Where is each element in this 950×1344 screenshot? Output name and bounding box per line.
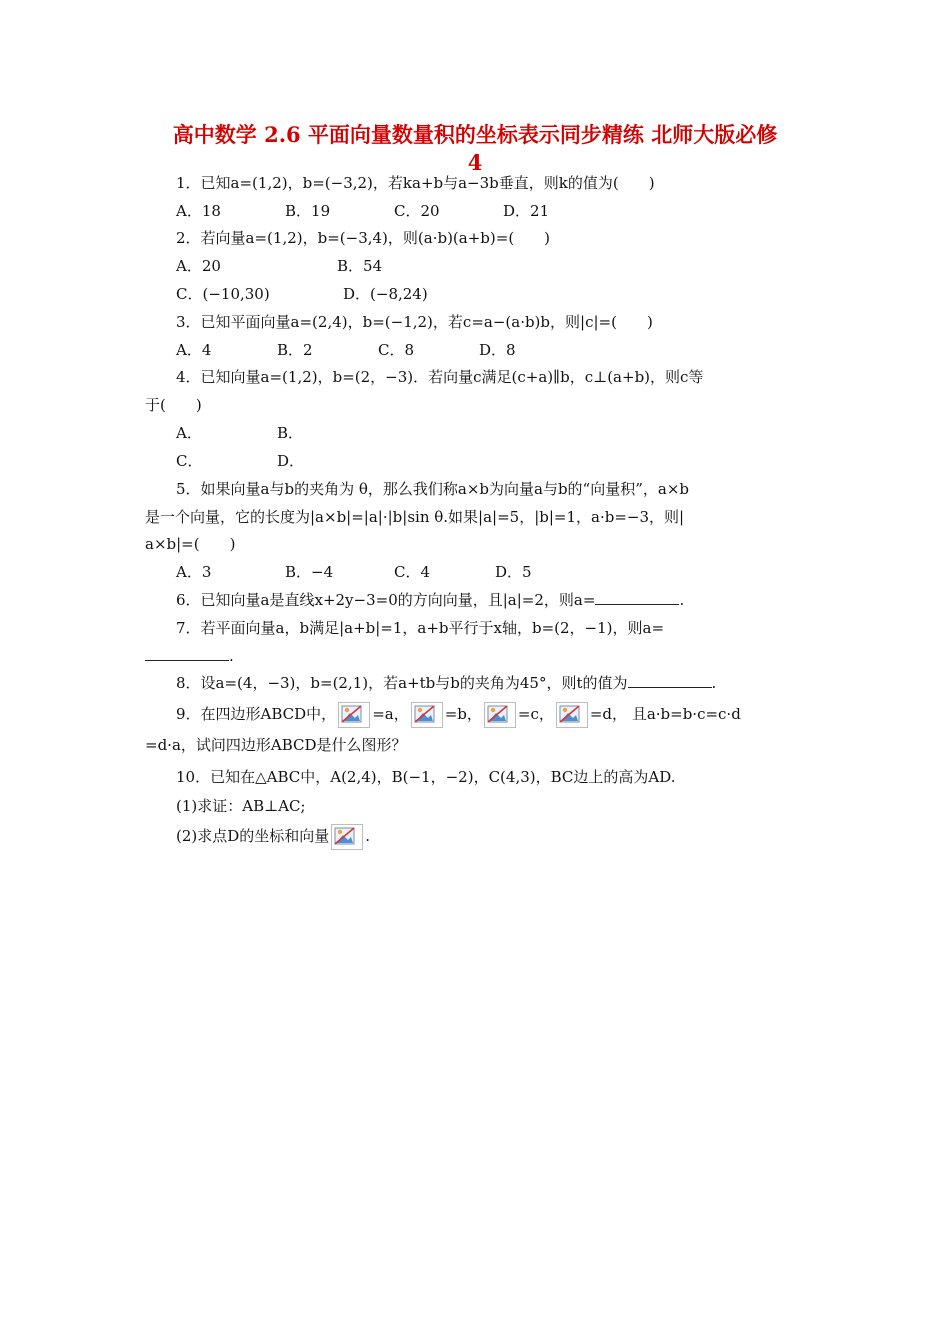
question-9-line-2: =d·a，试问四边形ABCD是什么图形？ — [145, 736, 407, 754]
q4-option-a: A． — [176, 424, 202, 442]
broken-image-icon — [338, 702, 370, 728]
q3-option-b: B．2 — [277, 341, 313, 359]
question-2-options-row2 — [176, 283, 428, 305]
broken-image-icon — [484, 702, 516, 728]
q1-option-a: A．18 — [176, 202, 221, 220]
question-8-stem: 8．设a=(4，−3)，b=(2,1)，若a+tb与b的夹角为45°，则t的值为 — [176, 674, 628, 692]
q5-option-b: B．−4 — [285, 563, 334, 581]
question-5-options — [176, 561, 532, 583]
question-4-stem-line-2: 于( ) — [145, 396, 202, 414]
broken-image-icon — [556, 702, 588, 728]
q3-option-c: C．8 — [378, 341, 415, 359]
q1-option-b: B．19 — [285, 202, 331, 220]
title-line-1: 高中数学 2.6 平面向量数量积的坐标表示同步精练 北师大版必修 — [172, 122, 778, 147]
question-2-options-row1 — [176, 255, 382, 277]
document-title — [100, 121, 850, 177]
title-line-2: 4 — [467, 150, 483, 175]
question-4-options-row2 — [176, 450, 304, 472]
question-3-stem: 3．已知平面向量a=(2,4)，b=(−1,2)，若c=a−(a·b)b，则|c|=( ) — [176, 313, 653, 331]
q9-condition: 且a·b=b·c=c·d — [631, 705, 741, 723]
broken-image-icon — [331, 824, 363, 850]
question-10-part-2 — [176, 824, 370, 850]
q2-option-b: B．54 — [337, 257, 383, 275]
q4-option-d: D． — [277, 452, 305, 470]
broken-image-icon — [411, 702, 443, 728]
answer-blank-6 — [595, 590, 679, 605]
q9-eq-a: =a， — [372, 705, 409, 723]
question-7-line-1: 7．若平面向量a，b满足|a+b|=1，a+b平行于x轴，b=(2，−1)，则a= — [176, 619, 665, 637]
question-7-line-2: . — [145, 645, 234, 667]
q5-option-d: D．5 — [495, 563, 532, 581]
q9-eq-d: =d， — [589, 705, 628, 723]
question-6-stem: 6．已知向量a是直线x+2y−3=0的方向向量，且|a|=2，则a= — [176, 591, 596, 609]
question-3-options — [176, 339, 516, 361]
q9-start: 9．在四边形ABCD中， — [176, 705, 337, 723]
question-9-line-1 — [176, 702, 741, 728]
q5-option-c: C．4 — [394, 563, 431, 581]
q9-eq-b: =b， — [444, 705, 482, 723]
question-2-stem: 2．若向量a=(1,2)，b=(−3,4)，则(a·b)(a+b)=( ) — [176, 229, 551, 247]
question-6: 6．已知向量a是直线x+2y−3=0的方向向量，且|a|=2，则a= . — [176, 591, 685, 609]
q9-eq-c: =c， — [517, 705, 554, 723]
q3-option-d: D．8 — [479, 341, 516, 359]
question-5-line-2: 是一个向量，它的长度为|a×b|=|a|·|b|sin θ.如果|a|=5，|b|=1，a·b=−3，则| — [145, 508, 685, 526]
question-5-line-3: a×b|=( ) — [145, 535, 236, 553]
q2-option-c: C．(−10,30) — [176, 285, 270, 303]
question-1-stem: 1．已知a=(1,2)，b=(−3,2)，若ka+b与a−3b垂直，则k的值为( ) — [176, 174, 655, 192]
q2-option-a: A．20 — [176, 257, 221, 275]
question-4-options-row1 — [176, 422, 303, 444]
q3-option-a: A．4 — [176, 341, 212, 359]
question-5-line-1: 5．如果向量a与b的夹角为 θ，那么我们称a×b为向量a与b的“向量积”，a×b — [176, 480, 689, 498]
answer-blank-7 — [145, 646, 229, 661]
q10-part2-end: . — [365, 827, 371, 845]
q4-option-b: B． — [277, 424, 304, 442]
q10-part2-text: (2)求点D的坐标和向量 — [176, 827, 330, 845]
question-1-options — [176, 200, 549, 222]
question-10-stem: 10．已知在△ABC中，A(2,4)，B(−1，−2)，C(4,3)，BC边上的高为AD. — [176, 768, 676, 786]
q1-option-c: C．20 — [394, 202, 440, 220]
q5-option-a: A．3 — [176, 563, 212, 581]
q1-option-d: D．21 — [503, 202, 550, 220]
question-10-part-1: (1)求证：AB⊥AC; — [176, 797, 306, 815]
q2-option-d: D．(−8,24) — [343, 285, 428, 303]
q4-option-c: C． — [176, 452, 203, 470]
question-8: 8．设a=(4，−3)，b=(2,1)，若a+tb与b的夹角为45°，则t的值为 . — [176, 674, 717, 692]
question-4-stem-line-1: 4．已知向量a=(1,2)，b=(2，−3)．若向量c满足(c+a)∥b，c⊥(a+b)，则c等 — [176, 368, 704, 386]
answer-blank-8 — [628, 673, 712, 688]
